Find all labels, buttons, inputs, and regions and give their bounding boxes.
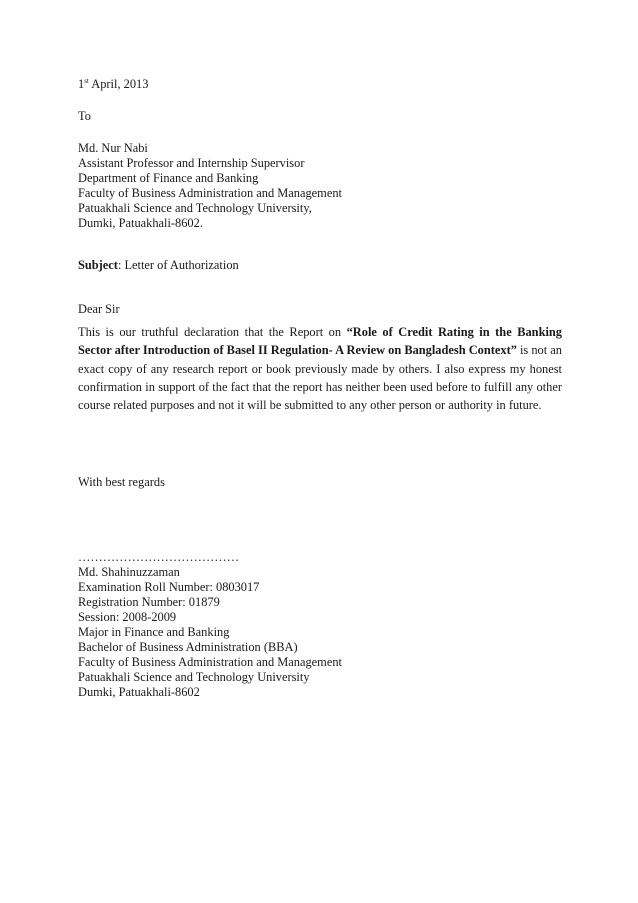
date-day: 1 [78,77,85,91]
sender-university: Patuakhali Science and Technology University [78,670,310,684]
subject-line [78,258,239,273]
signature-line: ………………………………… [78,550,240,564]
body-part2: is not an exact copy of any research report or book previously made by others. I also express my honest confirmation in support of the fact that the report has neither been used before to fulfill any other course related purposes and not it will be submitted to any other person or authority in future. [78,343,562,413]
letter-date [78,77,148,92]
sender-major: Major in Finance and Banking [78,625,230,639]
sender-address: Dumki, Patuakhali-8602 [78,685,200,699]
sender-name: Md. Shahinuzzaman [78,565,180,579]
recipient-name: Md. Nur Nabi [78,141,148,155]
subject-text: : Letter of Authorization [117,258,239,272]
report-title: “Role of Credit Rating in the Banking Sector after Introduction of Basel II Regulation- A Review on Bangladesh Context” [78,325,562,358]
recipient-university: Patuakhali Science and Technology University, [78,201,312,215]
recipient-address: Dumki, Patuakhali-8602. [78,216,203,230]
body-paragraph [78,323,562,414]
subject-label: Subject [78,258,118,272]
sender-session: Session: 2008-2009 [78,610,177,624]
sender-registration: Registration Number: 01879 [78,595,220,609]
sender-faculty: Faculty of Business Administration and Management [78,655,342,669]
sender-roll: Examination Roll Number: 0803017 [78,580,260,594]
sender-degree: Bachelor of Business Administration (BBA) [78,640,298,654]
recipient-department: Department of Finance and Banking [78,171,259,185]
to-label: To [78,109,91,123]
date-suffix: st [84,77,89,85]
recipient-faculty: Faculty of Business Administration and Management [78,186,342,200]
date-rest: April, 2013 [88,77,149,91]
body-part1: This is our truthful declaration that the Report on [78,325,347,339]
recipient-title: Assistant Professor and Internship Supervisor [78,156,305,170]
salutation: Dear Sir [78,302,120,316]
closing: With best regards [78,475,165,489]
